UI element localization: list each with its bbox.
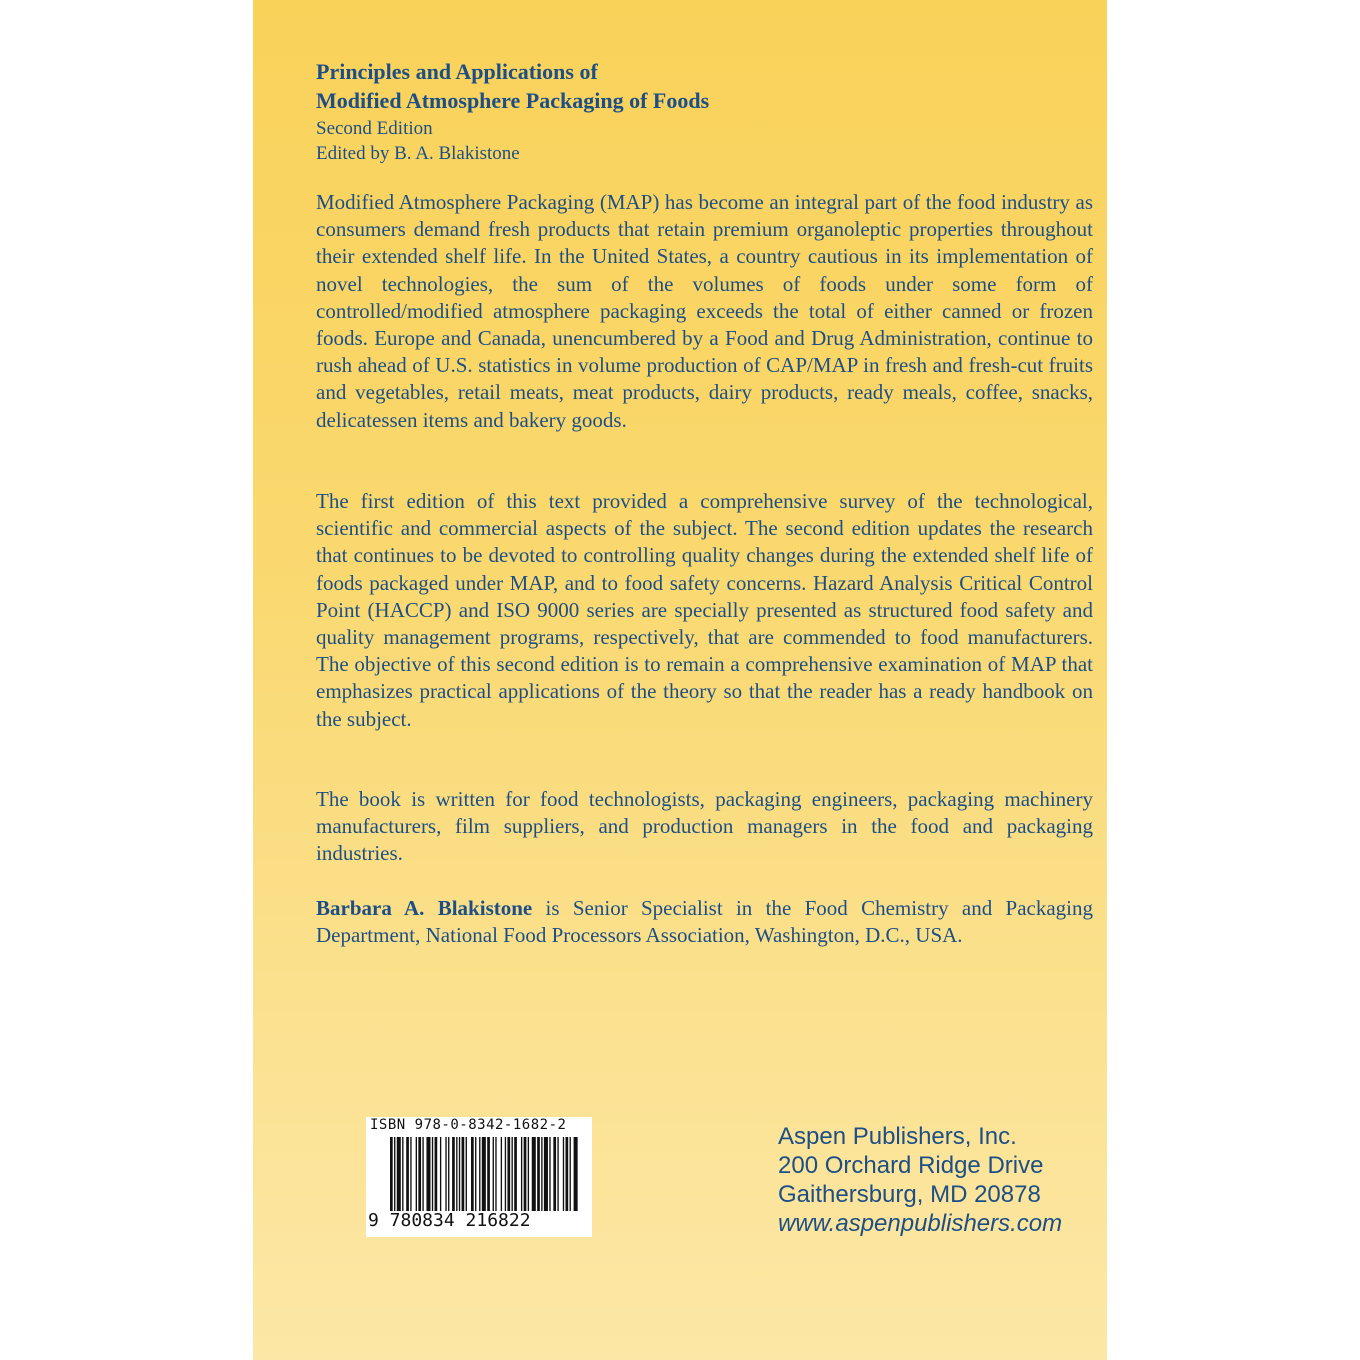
barcode-bar bbox=[570, 1137, 571, 1211]
barcode-bar bbox=[524, 1137, 527, 1211]
author-bio-text: is Senior Specialist in the Food Chemistry and Packaging Department, National Food Processors Association, Washington, D.C., USA. bbox=[316, 896, 1093, 948]
title-line-2: Modified Atmosphere Packaging of Foods bbox=[316, 88, 710, 113]
barcode-bar bbox=[459, 1137, 460, 1211]
barcode-bar bbox=[397, 1137, 401, 1211]
barcode-bar bbox=[482, 1137, 486, 1211]
barcode-bar bbox=[563, 1137, 564, 1211]
barcode-bar bbox=[448, 1137, 449, 1211]
barcode-bar bbox=[456, 1137, 457, 1211]
barcode-bar bbox=[432, 1137, 433, 1211]
barcode-bar bbox=[487, 1137, 490, 1211]
barcode-bar bbox=[445, 1137, 446, 1211]
barcode-bar bbox=[410, 1137, 411, 1211]
barcode-bar bbox=[466, 1137, 467, 1211]
ean-digits: 9 780834 216822 bbox=[368, 1210, 531, 1231]
barcode-bar bbox=[521, 1137, 522, 1211]
title-line-1: Principles and Applications of bbox=[316, 59, 598, 84]
barcode-bar bbox=[505, 1137, 506, 1211]
barcode-bar bbox=[514, 1137, 517, 1211]
isbn-label: ISBN 978-0-8342-1682-2 bbox=[370, 1117, 567, 1133]
barcode-bar bbox=[532, 1137, 536, 1211]
author-bio bbox=[316, 895, 1093, 949]
book-title bbox=[316, 57, 1096, 115]
description-paragraph-3: The book is written for food technologists, packaging engineers, packaging machinery manufacturers, film suppliers, and production managers in the food and packaging industries. bbox=[316, 787, 1093, 866]
barcode-bar bbox=[422, 1137, 423, 1211]
isbn-barcode bbox=[366, 1117, 592, 1237]
barcode-bar bbox=[452, 1137, 455, 1211]
publisher-block bbox=[778, 1122, 1098, 1238]
publisher-street: 200 Orchard Ridge Drive bbox=[778, 1152, 1044, 1179]
barcode-bar bbox=[574, 1137, 578, 1211]
barcode-bar bbox=[475, 1137, 476, 1211]
barcode-bar bbox=[544, 1137, 548, 1211]
publisher-name: Aspen Publishers, Inc. bbox=[778, 1123, 1017, 1150]
barcode-bar bbox=[479, 1137, 480, 1211]
barcode-bar bbox=[493, 1137, 494, 1211]
barcode-bar bbox=[553, 1137, 556, 1211]
barcode-bar bbox=[416, 1137, 417, 1211]
description-paragraph-2: The first edition of this text provided a comprehensive survey of the technological, scientific and commercial aspects of the subject. The second edition updates the research that continues to be devoted to controlling quality changes during the extended shelf life of foods packaged under MAP, and to food safety concerns. Hazard Analysis Critical Control Point (HACCP) and ISO 9000 series are specially presented as structured food safety and quality management programs, respectively, that are commended to food manufacturers. The objective of this second edition is to remain a comprehensive examination of MAP that emphasizes practical applications of the theory so that the reader has a ready handbook on the subject. bbox=[316, 489, 1093, 731]
barcode-bar bbox=[435, 1137, 438, 1211]
barcode-bar bbox=[501, 1137, 502, 1211]
editor-credit: Edited by B. A. Blakistone bbox=[316, 143, 520, 164]
barcode-bars bbox=[366, 1135, 592, 1215]
barcode-bar bbox=[541, 1137, 542, 1211]
barcode-bar bbox=[390, 1137, 393, 1211]
barcode-bar bbox=[507, 1137, 510, 1211]
barcode-bar bbox=[528, 1137, 529, 1211]
description-paragraph-1: Modified Atmosphere Packaging (MAP) has become an integral part of the food industry as consumers demand fresh products that retain premium organoleptic properties throughout their extended shelf life. In the United States, a country cautious in its implementation of novel technologies, the sum of the volumes of foods under some form of controlled/modified atmosphere packaging exceeds the total of either canned or frozen foods. Europe and Canada, unencumbered by a Food and Drug Administration, continue to rush ahead of U.S. statistics in volume production of CAP/MAP in fresh and fresh-cut fruits and vegetables, retail meats, meat products, dairy products, ready meals, coffee, snacks, delicatessen items and bakery goods. bbox=[316, 190, 1093, 432]
barcode-bar bbox=[402, 1137, 403, 1211]
publisher-website[interactable]: www.aspenpublishers.com bbox=[778, 1210, 1063, 1237]
publisher-city: Gaithersburg, MD 20878 bbox=[778, 1181, 1041, 1208]
barcode-bar bbox=[426, 1137, 430, 1211]
barcode-bar bbox=[549, 1137, 550, 1211]
barcode-bar bbox=[566, 1137, 569, 1211]
barcode-bar bbox=[406, 1137, 409, 1211]
edition-label: Second Edition bbox=[316, 118, 433, 139]
barcode-bar bbox=[471, 1137, 474, 1211]
barcode-bar bbox=[512, 1137, 513, 1211]
barcode-bar bbox=[418, 1137, 421, 1211]
barcode-bar bbox=[557, 1137, 558, 1211]
barcode-bar bbox=[537, 1137, 540, 1211]
barcode-bar bbox=[440, 1137, 441, 1211]
barcode-bar bbox=[495, 1137, 496, 1211]
barcode-bar bbox=[462, 1137, 465, 1211]
barcode-bar bbox=[394, 1137, 395, 1211]
author-name: Barbara A. Blakistone bbox=[316, 896, 533, 920]
